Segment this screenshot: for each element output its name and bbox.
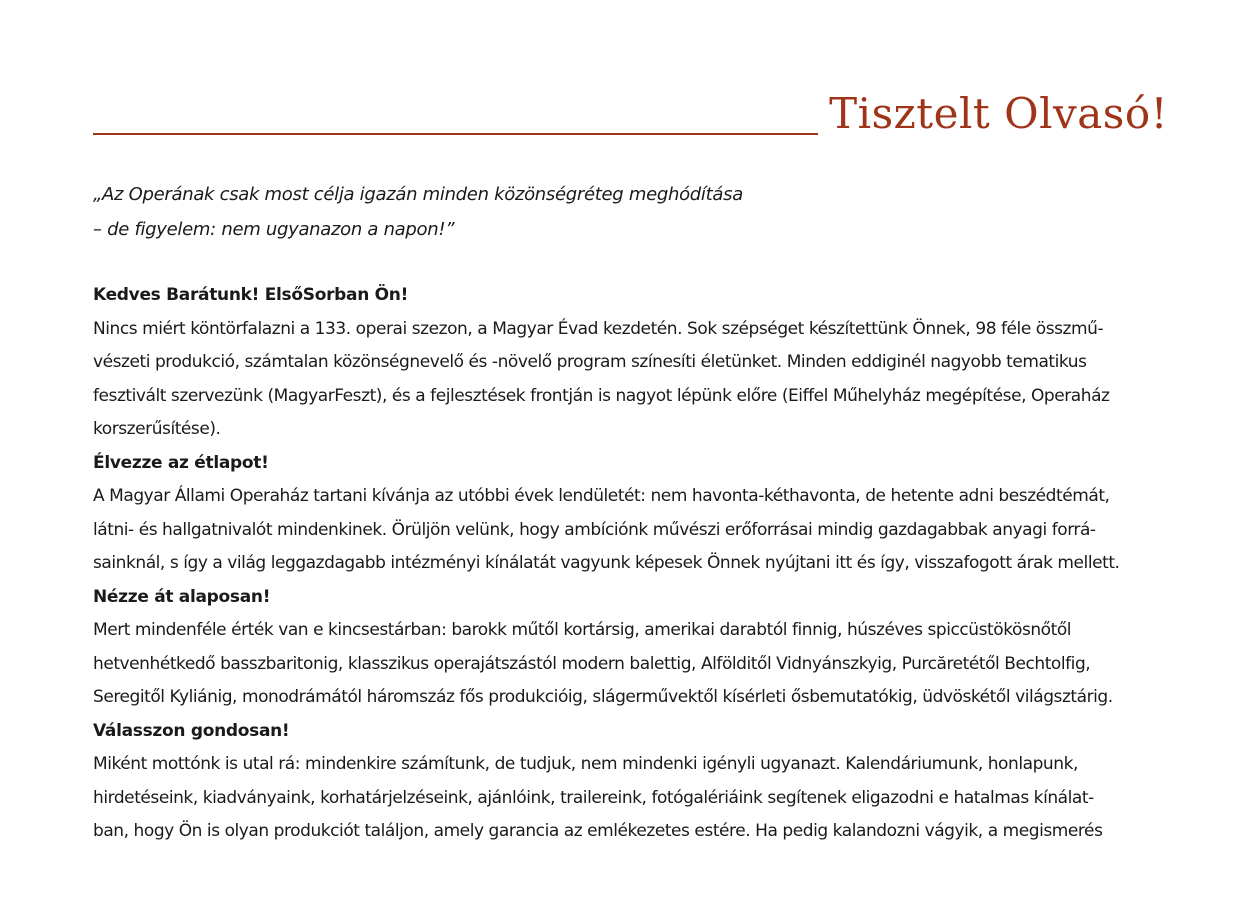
body-line: Miként mottónk is utal rá: mindenkire számítunk, de tudjuk, nem mindenki igényli ugyanazt. Kalendáriumunk, honlapunk, xyxy=(93,754,1078,774)
body-line: hetvenhétkedő basszbaritonig, klasszikus operajátszástól modern balettig, Alfölditől Vidnyánszkyig, Purcăretétől Bechtolfig, xyxy=(93,653,1091,674)
section-heading: Nézze át alaposan! xyxy=(93,586,271,607)
section-heading: Válasszon gondosan! xyxy=(93,720,290,741)
quote-line: „Az Operának csak most célja igazán minden közönségréteg meghódítása xyxy=(93,184,743,205)
header-rule xyxy=(93,133,818,135)
page-header xyxy=(93,86,1168,142)
body-line: A Magyar Állami Operaház tartani kívánja az utóbbi évek lendületét: nem havonta-kéthavonta, de hetente adni beszédtémát, xyxy=(93,486,1110,506)
body-line: hirdetéseink, kiadványaink, korhatárjelzéseink, ajánlóink, trailereink, fotógalériáink segítenek eligazodni e hatalmas kínálat- xyxy=(93,787,1094,808)
body-line: ban, hogy Ön is olyan produkciót találjon, amely garancia az emlékezetes estére. Ha pedig kalandozni vágyik, a megismerés xyxy=(93,821,1103,841)
body-line: Seregitől Kyliánig, monodrámától háromszáz fős produkcióig, slágerművektől kísérleti ősbemutatókig, üdvöskétől világsztárig. xyxy=(93,687,1113,707)
quote-line: – de figyelem: nem ugyanazon a napon!” xyxy=(93,219,455,240)
letter-body xyxy=(93,279,1173,849)
body-line: sainknál, s így a világ leggazdagabb intézményi kínálatát vagyunk képesek Önnek nyújtani itt és így, visszafogott árak mellett. xyxy=(93,553,1120,573)
body-line: látni- és hallgatnivalót mindenkinek. Örüljön velünk, hogy ambíciónk művészi erőforrásai mindig gazdagabbak anyagi forrá- xyxy=(93,519,1096,540)
motto-quote xyxy=(93,177,853,247)
page-title: Tisztelt Olvasó! xyxy=(829,89,1168,138)
section-heading: Kedves Barátunk! ElsőSorban Ön! xyxy=(93,285,409,305)
body-line: Mert mindenféle érték van e kincsestárban: barokk műtől kortársig, amerikai darabtól finnig, húszéves spiccüstökösnőtől xyxy=(93,620,1072,640)
body-line: fesztivált szervezünk (MagyarFeszt), és a fejlesztések frontján is nagyot lépünk előre (Eiffel Műhelyház megépítése, Operaház xyxy=(93,385,1110,406)
body-line: korszerűsítése). xyxy=(93,419,221,439)
body-line: vészeti produkció, számtalan közönségnevelő és -növelő program színesíti életünket. Minden eddiginél nagyobb tematikus xyxy=(93,352,1087,372)
body-line: Nincs miért köntörfalazni a 133. operai szezon, a Magyar Évad kezdetén. Sok szépséget készítettünk Önnek, 98 féle összmű- xyxy=(93,318,1104,339)
section-heading: Élvezze az étlapot! xyxy=(93,452,269,473)
